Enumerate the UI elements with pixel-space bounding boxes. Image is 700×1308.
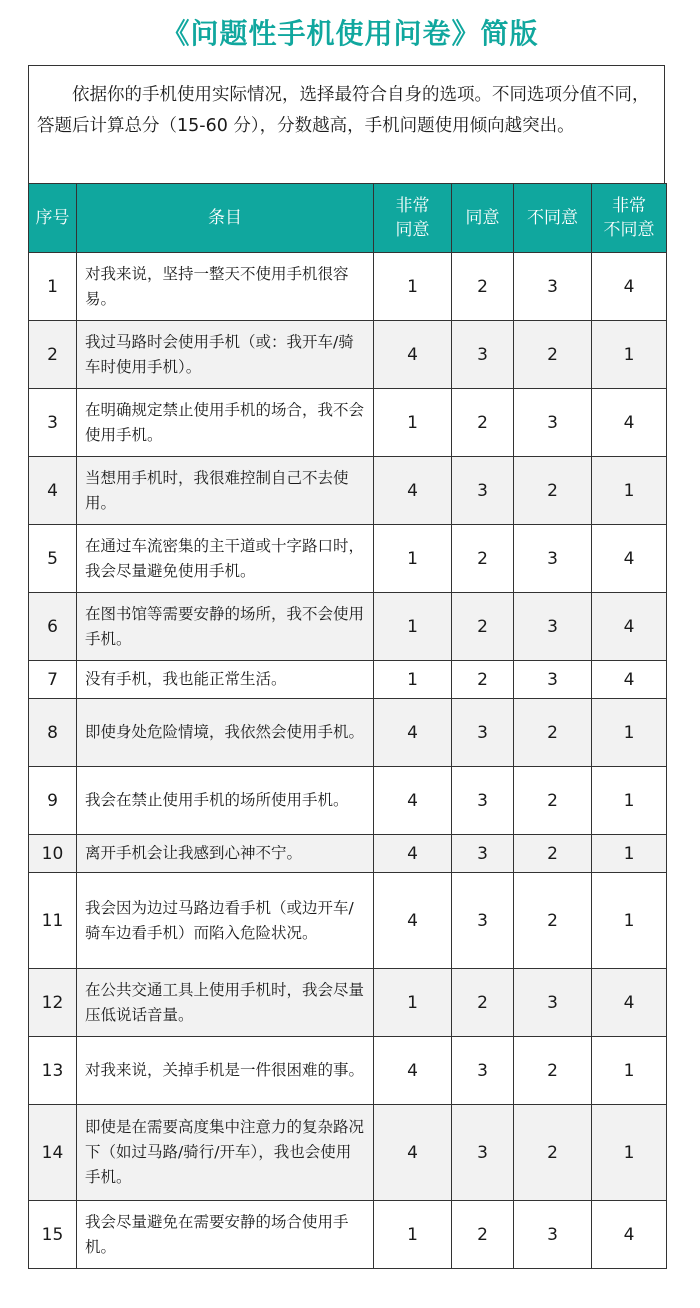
score-agree: 3 [452, 767, 514, 835]
table-row [29, 593, 667, 661]
score-disagree: 2 [514, 457, 592, 525]
row-item-text: 在通过车流密集的主干道或十字路口时，我会尽量避免使用手机。 [77, 525, 374, 593]
row-item-text: 在图书馆等需要安静的场所，我不会使用手机。 [77, 593, 374, 661]
table-row [29, 1105, 667, 1201]
intro-text: 依据你的手机使用实际情况，选择最符合自身的选项。不同选项分值不同，答题后计算总分（15-60 分），分数越高，手机问题使用倾向越突出。 [28, 65, 665, 183]
score-disagree: 3 [514, 661, 592, 699]
header-row [29, 184, 667, 253]
score-agree: 3 [452, 321, 514, 389]
score-strongly-agree: 1 [374, 389, 452, 457]
row-item-text: 即使是在需要高度集中注意力的复杂路况下（如过马路/骑行/开车），我也会使用手机。 [77, 1105, 374, 1201]
score-strongly-disagree: 1 [592, 1105, 667, 1201]
score-strongly-agree: 4 [374, 457, 452, 525]
table-row [29, 1037, 667, 1105]
score-disagree: 3 [514, 253, 592, 321]
page-title: 《问题性手机使用问卷》简版 [161, 17, 539, 50]
row-number: 1 [29, 253, 77, 321]
row-number: 4 [29, 457, 77, 525]
row-number: 15 [29, 1201, 77, 1269]
header-strongly-agree-line2: 同意 [395, 220, 430, 240]
header-strongly-agree [374, 184, 452, 253]
row-item-text: 即使身处危险情境，我依然会使用手机。 [77, 699, 374, 767]
score-disagree: 3 [514, 525, 592, 593]
score-strongly-agree: 4 [374, 873, 452, 969]
score-agree: 2 [452, 389, 514, 457]
score-agree: 2 [452, 969, 514, 1037]
score-strongly-disagree: 4 [592, 661, 667, 699]
score-strongly-agree: 4 [374, 699, 452, 767]
score-disagree: 2 [514, 1105, 592, 1201]
score-disagree: 3 [514, 593, 592, 661]
row-item-text: 没有手机，我也能正常生活。 [77, 661, 374, 699]
score-strongly-disagree: 1 [592, 1037, 667, 1105]
table-row [29, 969, 667, 1037]
score-agree: 2 [452, 593, 514, 661]
score-disagree: 2 [514, 321, 592, 389]
score-agree: 2 [452, 253, 514, 321]
score-strongly-agree: 1 [374, 253, 452, 321]
header-strongly-disagree [592, 184, 667, 253]
table-row [29, 661, 667, 699]
score-agree: 3 [452, 1037, 514, 1105]
header-strongly-disagree-line2: 不同意 [603, 220, 655, 240]
table-row [29, 767, 667, 835]
score-strongly-disagree: 1 [592, 873, 667, 969]
row-number: 14 [29, 1105, 77, 1201]
score-strongly-disagree: 1 [592, 835, 667, 873]
score-strongly-disagree: 4 [592, 1201, 667, 1269]
table-row [29, 1201, 667, 1269]
score-strongly-disagree: 1 [592, 321, 667, 389]
score-agree: 3 [452, 835, 514, 873]
table-row [29, 457, 667, 525]
table-row [29, 835, 667, 873]
row-number: 11 [29, 873, 77, 969]
questionnaire-table [28, 183, 667, 1269]
score-disagree: 3 [514, 1201, 592, 1269]
header-disagree: 不同意 [514, 184, 592, 253]
row-number: 9 [29, 767, 77, 835]
row-number: 3 [29, 389, 77, 457]
score-disagree: 2 [514, 699, 592, 767]
row-item-text: 我过马路时会使用手机（或：我开车/骑车时使用手机）。 [77, 321, 374, 389]
score-agree: 3 [452, 457, 514, 525]
row-item-text: 在公共交通工具上使用手机时，我会尽量压低说话音量。 [77, 969, 374, 1037]
score-disagree: 2 [514, 873, 592, 969]
row-number: 5 [29, 525, 77, 593]
score-agree: 2 [452, 661, 514, 699]
table-row [29, 525, 667, 593]
row-item-text: 对我来说，坚持一整天不使用手机很容易。 [77, 253, 374, 321]
row-item-text: 对我来说，关掉手机是一件很困难的事。 [77, 1037, 374, 1105]
score-disagree: 2 [514, 835, 592, 873]
table-row [29, 873, 667, 969]
score-strongly-agree: 1 [374, 593, 452, 661]
score-agree: 3 [452, 1105, 514, 1201]
table-row [29, 253, 667, 321]
score-strongly-agree: 1 [374, 969, 452, 1037]
score-strongly-disagree: 4 [592, 525, 667, 593]
row-number: 13 [29, 1037, 77, 1105]
score-strongly-agree: 1 [374, 661, 452, 699]
score-agree: 3 [452, 873, 514, 969]
row-number: 7 [29, 661, 77, 699]
score-strongly-agree: 1 [374, 525, 452, 593]
row-item-text: 当想用手机时，我很难控制自己不去使用。 [77, 457, 374, 525]
score-strongly-disagree: 4 [592, 593, 667, 661]
score-strongly-disagree: 1 [592, 767, 667, 835]
score-disagree: 2 [514, 1037, 592, 1105]
row-item-text: 我会尽量避免在需要安静的场合使用手机。 [77, 1201, 374, 1269]
score-strongly-disagree: 4 [592, 969, 667, 1037]
row-number: 12 [29, 969, 77, 1037]
score-agree: 2 [452, 1201, 514, 1269]
score-strongly-disagree: 4 [592, 253, 667, 321]
row-number: 10 [29, 835, 77, 873]
score-strongly-agree: 1 [374, 1201, 452, 1269]
header-item: 条目 [77, 184, 374, 253]
score-strongly-agree: 4 [374, 1037, 452, 1105]
score-disagree: 3 [514, 969, 592, 1037]
header-strongly-disagree-line1: 非常 [612, 196, 646, 216]
row-item-text: 在明确规定禁止使用手机的场合，我不会使用手机。 [77, 389, 374, 457]
score-strongly-agree: 4 [374, 1105, 452, 1201]
score-strongly-agree: 4 [374, 767, 452, 835]
row-number: 6 [29, 593, 77, 661]
score-strongly-agree: 4 [374, 321, 452, 389]
header-num: 序号 [29, 184, 77, 253]
score-agree: 3 [452, 699, 514, 767]
score-disagree: 3 [514, 389, 592, 457]
header-agree: 同意 [452, 184, 514, 253]
score-strongly-agree: 4 [374, 835, 452, 873]
score-disagree: 2 [514, 767, 592, 835]
table-row [29, 321, 667, 389]
row-number: 8 [29, 699, 77, 767]
score-strongly-disagree: 1 [592, 457, 667, 525]
row-number: 2 [29, 321, 77, 389]
score-strongly-disagree: 4 [592, 389, 667, 457]
score-agree: 2 [452, 525, 514, 593]
header-strongly-agree-line1: 非常 [395, 196, 430, 216]
row-item-text: 我会在禁止使用手机的场所使用手机。 [77, 767, 374, 835]
table-row [29, 699, 667, 767]
row-item-text: 我会因为边过马路边看手机（或边开车/骑车边看手机）而陷入危险状况。 [77, 873, 374, 969]
row-item-text: 离开手机会让我感到心神不宁。 [77, 835, 374, 873]
table-row [29, 389, 667, 457]
score-strongly-disagree: 1 [592, 699, 667, 767]
